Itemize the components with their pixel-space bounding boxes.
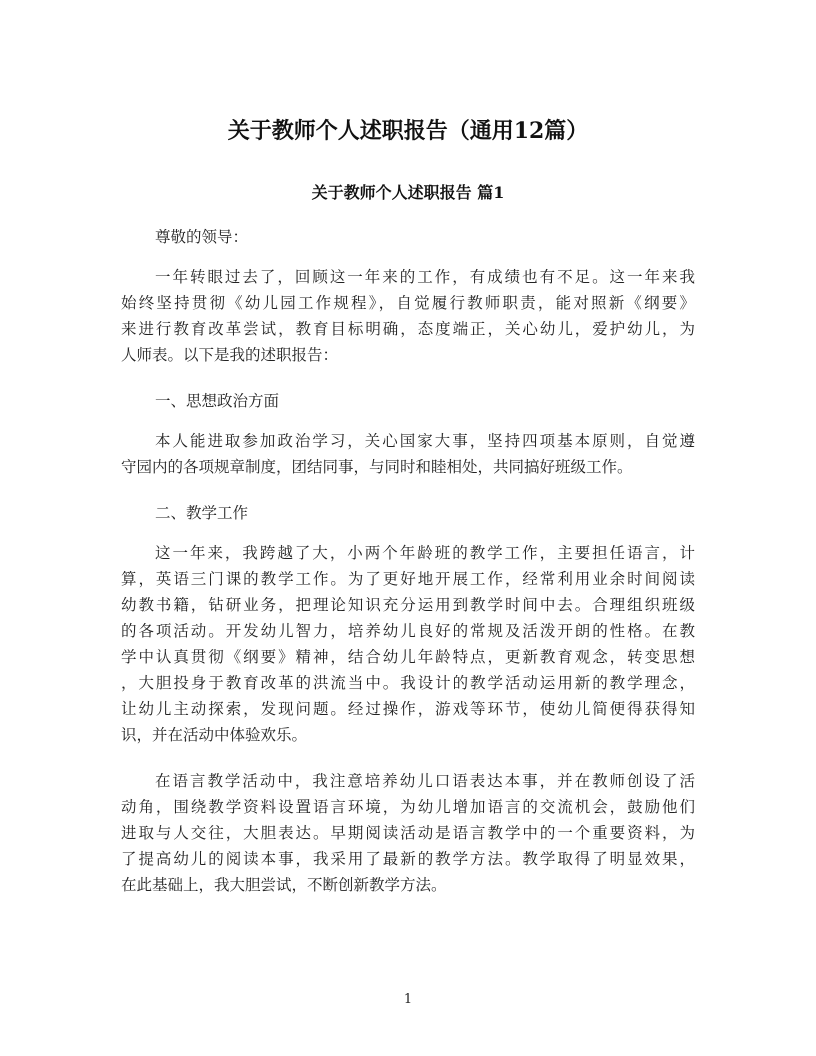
paragraph-line: 让幼儿主动探索，发现问题。经过操作，游戏等环节，使幼儿简便得获得知 [121,700,695,718]
page-number: 1 [403,992,413,1007]
paragraph-line: ，大胆投身于教育改革的洪流当中。我设计的教学活动运用新的教学理念， [121,674,695,692]
paragraph-line: 在语言教学活动中，我注意培养幼儿口语表达本事，并在教师创设了活 [155,772,695,790]
heading-text: 一、思想政治方面 [155,392,280,410]
paragraph-line: 幼教书籍，钻研业务，把理论知识充分运用到教学时间中去。合理组织班级 [121,596,695,614]
heading-text: 二、教学工作 [155,504,249,522]
paragraph-teaching [121,540,695,748]
paragraph-line: 进取与人交往，大胆表达。早期阅读活动是语言教学中的一个重要资料，为 [121,824,695,842]
paragraph-line: 的各项活动。开发幼儿智力，培养幼儿良好的常规及活泼开朗的性格。在教 [121,622,695,640]
paragraph-line: 始终坚持贯彻《幼儿园工作规程》，自觉履行教师职责，能对照新《纲要》 [121,294,695,312]
paragraph-line: 识，并在活动中体验欢乐。 [121,726,308,744]
paragraph-politics [121,428,695,480]
heading-politics [121,388,695,414]
paragraph-line: 一年转眼过去了，回顾这一年来的工作，有成绩也有不足。这一年来我 [155,268,695,286]
paragraph-line: 了提高幼儿的阅读本事，我采用了最新的教学方法。教学取得了明显效果， [121,850,695,868]
paragraph-intro [121,264,695,368]
greeting-text: 尊敬的领导： [155,228,249,246]
section-title: 关于教师个人述职报告 篇1 [311,183,505,202]
paragraph-line: 在此基础上，我大胆尝试，不断创新教学方法。 [121,876,447,894]
greeting [121,224,695,250]
paragraph-line: 人师表。以下是我的述职报告： [121,346,339,364]
paragraph-line: 动角，围绕教学资料设置语言环境，为幼儿增加语言的交流机会，鼓励他们 [121,798,695,816]
paragraph-line: 守园内的各项规章制度，团结同事，与同时和睦相处，共同搞好班级工作。 [121,458,633,476]
heading-teaching [121,500,695,526]
document-title: 关于教师个人述职报告（通用12篇） [227,118,589,144]
paragraph-line: 这一年来，我跨越了大，小两个年龄班的教学工作，主要担任语言，计 [155,544,695,562]
paragraph-line: 本人能进取参加政治学习，关心国家大事，坚持四项基本原则，自觉遵 [155,432,695,450]
paragraph-language [121,768,695,898]
paragraph-line: 来进行教育改革尝试，教育目标明确，态度端正，关心幼儿，爱护幼儿，为 [121,320,695,338]
paragraph-line: 算，英语三门课的教学工作。为了更好地开展工作，经常利用业余时间阅读 [121,570,695,588]
paragraph-line: 学中认真贯彻《纲要》精神，结合幼儿年龄特点，更新教育观念，转变思想 [121,648,695,666]
